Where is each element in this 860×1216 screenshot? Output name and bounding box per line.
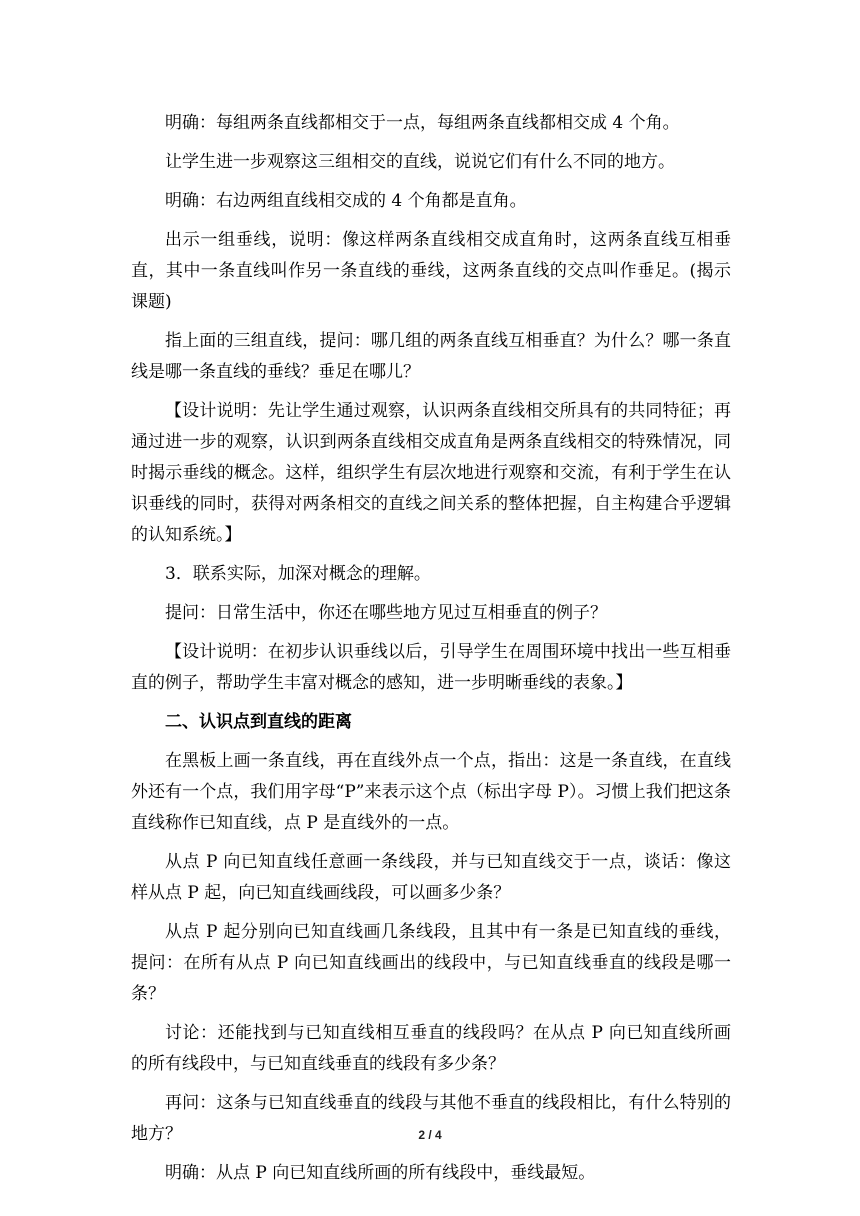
paragraph-8: 提问：日常生活中，你还在哪些地方见过互相垂直的例子？ bbox=[165, 603, 607, 623]
paragraph-6: 【设计说明：先让学生通过观察，认识两条直线相交所具有的共同特征；再通过进一步的观察，认识到两条直线相交成直角是两条直线相交的特殊情况，同时揭示垂线的概念。这样，组织学生有层次地进行观察和交流，有利于学生在认识垂线的同时，获得对两条相交的直线之间关系的整体把握，自主构建合乎逻辑的认知系统。】 bbox=[131, 401, 731, 545]
paragraph-14: 再问：这条与已知直线垂直的线段与其他不垂直的线段相比，有什么特别的地方？ bbox=[131, 1093, 731, 1144]
section-heading: 二、认识点到直线的距离 bbox=[165, 712, 352, 732]
paragraph-9: 【设计说明：在初步认识垂线以后，引导学生在周围环境中找出一些互相垂直的例子，帮助学生丰富对概念的感知，进一步明晰垂线的表象。】 bbox=[131, 642, 731, 693]
paragraph-10: 在黑板上画一条直线，再在直线外点一个点，指出：这是一条直线，在直线外还有一个点，我们用字母“P”来表示这个点（标出字母 P）。习惯上我们把这条直线称作已知直线，点 P 是直线外的一点。 bbox=[131, 751, 731, 833]
paragraph-12: 从点 P 起分别向已知直线画几条线段，且其中有一条是已知直线的垂线，提问：在所有从点 P 向已知直线画出的线段中，与已知直线垂直的线段是哪一条？ bbox=[131, 922, 731, 1004]
paragraph-4: 出示一组垂线，说明：像这样两条直线相交成直角时，这两条直线互相垂直，其中一条直线叫作另一条直线的垂线，这两条直线的交点叫作垂足。(揭示课题) bbox=[131, 230, 731, 312]
paragraph-5: 指上面的三组直线，提问：哪几组的两条直线互相垂直？为什么？哪一条直线是哪一条直线的垂线？垂足在哪儿？ bbox=[131, 331, 731, 382]
paragraph-15: 明确：从点 P 向已知直线所画的所有线段中，垂线最短。 bbox=[165, 1163, 596, 1183]
document-body bbox=[131, 108, 731, 1197]
paragraph-7: 3．联系实际，加深对概念的理解。 bbox=[165, 564, 431, 584]
paragraph-2: 让学生进一步观察这三组相交的直线，说说它们有什么不同的地方。 bbox=[165, 152, 675, 172]
paragraph-13: 讨论：还能找到与已知直线相互垂直的线段吗？在从点 P 向已知直线所画的所有线段中，与已知直线垂直的线段有多少条？ bbox=[131, 1023, 731, 1074]
paragraph-3: 明确：右边两组直线相交成的 4 个角都是直角。 bbox=[165, 191, 527, 211]
page-number: 2 / 4 bbox=[418, 1128, 442, 1142]
paragraph-11: 从点 P 向已知直线任意画一条线段，并与已知直线交于一点，谈话：像这样从点 P 起，向已知直线画线段，可以画多少条？ bbox=[131, 852, 731, 903]
paragraph-1: 明确：每组两条直线都相交于一点，每组两条直线都相交成 4 个角。 bbox=[165, 113, 680, 133]
